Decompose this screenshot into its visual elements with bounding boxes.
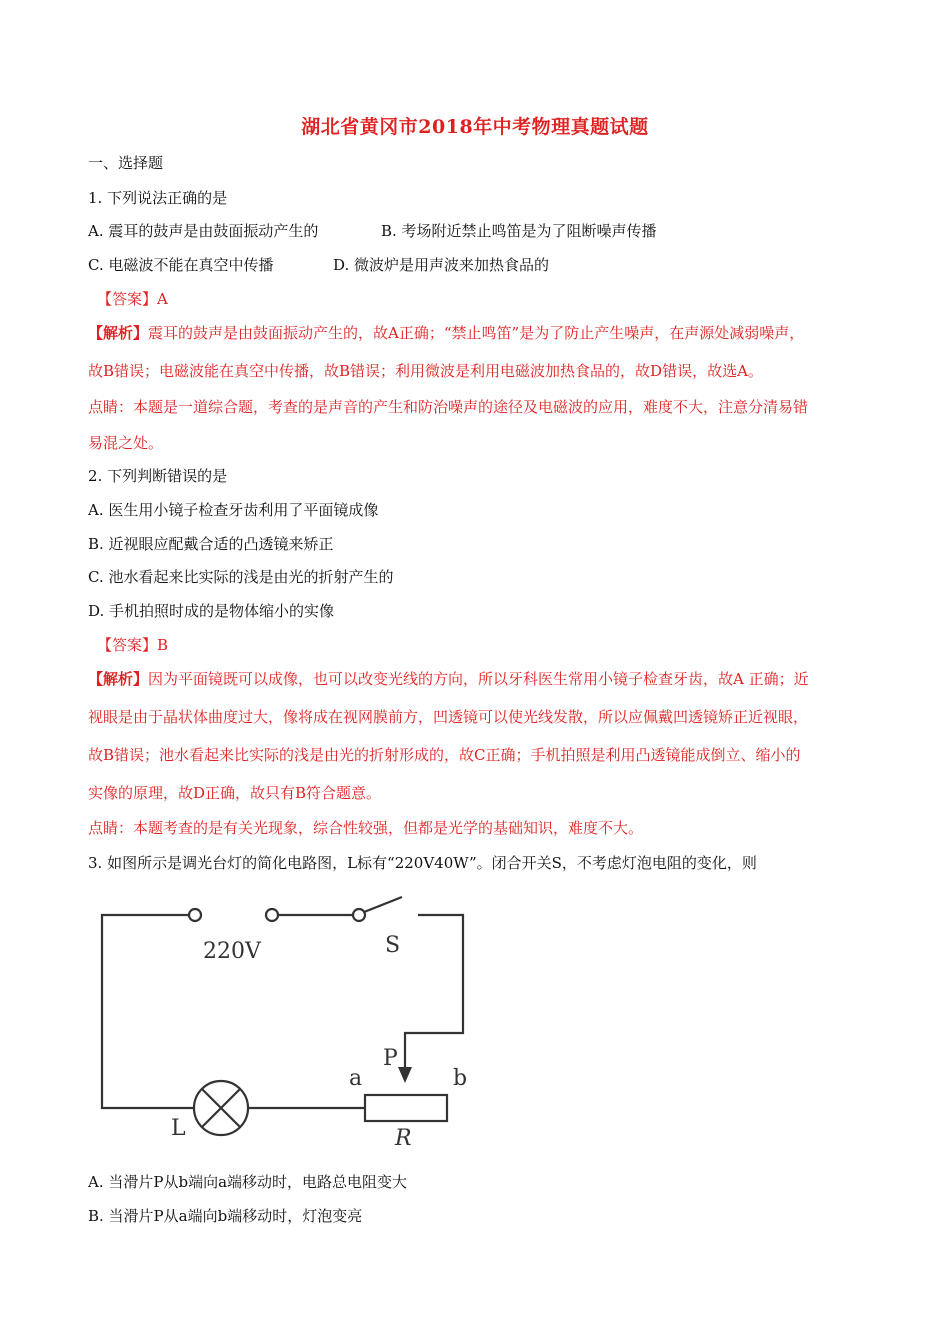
slider-arrow xyxy=(398,1067,412,1083)
q2-analysis-line-4: 实像的原理，故D正确，故只有B符合题意。 xyxy=(88,784,382,802)
circuit-diagram xyxy=(95,895,475,1155)
wire-right xyxy=(405,915,463,1073)
q1-analysis-line-1 xyxy=(88,323,804,343)
switch-pivot xyxy=(353,909,365,921)
q1-analysis-label: 【解析】 xyxy=(88,324,149,342)
q3-option-b: B. 当滑片P从a端向b端移动时，灯泡变亮 xyxy=(88,1207,363,1225)
wire-left xyxy=(102,915,195,1108)
q2-option-a: A. 医生用小镜子检查牙齿利用了平面镜成像 xyxy=(88,501,379,519)
q1-analysis-line-2: 故B错误；电磁波能在真空中传播，故B错误；利用微波是利用电磁波加热食品的，故D错误，故选A。 xyxy=(88,362,763,380)
q1-analysis-text-1: 震耳的鼓声是由鼓面振动产生的，故A正确；“禁止鸣笛”是为了防止产生噪声，在声源处减弱噪声， xyxy=(148,324,805,342)
q1-note-line-2: 易混之处。 xyxy=(88,434,164,452)
q1-note-line-1: 点睛：本题是一道综合题，考查的是声音的产生和防治噪声的途径及电磁波的应用，难度不大，注意分清易错 xyxy=(88,398,809,416)
q1-option-a: A. 震耳的鼓声是由鼓面振动产生的 xyxy=(88,222,319,240)
lamp-label: L xyxy=(171,1116,186,1141)
q2-option-b: B. 近视眼应配戴合适的凸透镜来矫正 xyxy=(88,535,334,553)
resistor-label: R xyxy=(395,1126,412,1151)
q2-analysis-text-1: 因为平面镜既可以成像，也可以改变光线的方向，所以牙科医生常用小镜子检查牙齿，故A 正确；近 xyxy=(148,670,809,688)
switch-blade xyxy=(364,897,402,912)
q1-answer: 【答案】A xyxy=(97,290,168,308)
q3-stem: 3. 如图所示是调光台灯的简化电路图，L标有“220V40W”。闭合开关S，不考虑灯泡电阻的变化，则 xyxy=(88,854,757,872)
q2-analysis-line-2: 视眼是由于晶状体曲度过大，像将成在视网膜前方，凹透镜可以使光线发散，所以应佩戴凹透镜矫正近视眼， xyxy=(88,708,809,726)
q1-option-b: B. 考场附近禁止鸣笛是为了阻断噪声传播 xyxy=(381,222,657,240)
q1-stem: 1. 下列说法正确的是 xyxy=(88,189,228,207)
q2-analysis-line-1 xyxy=(88,669,809,689)
q2-analysis-label: 【解析】 xyxy=(88,670,149,688)
q2-option-d: D. 手机拍照时成的是物体缩小的实像 xyxy=(88,602,335,620)
q2-option-c: C. 池水看起来比实际的浅是由光的折射产生的 xyxy=(88,568,394,586)
end-b-label: b xyxy=(453,1066,468,1091)
resistor-symbol xyxy=(365,1095,447,1121)
end-a-label: a xyxy=(349,1066,363,1091)
q2-stem: 2. 下列判断错误的是 xyxy=(88,467,228,485)
q1-option-d: D. 微波炉是用声波来加热食品的 xyxy=(333,256,550,274)
q1-option-c: C. 电磁波不能在真空中传播 xyxy=(88,256,274,274)
q3-option-a: A. 当滑片P从b端向a端移动时，电路总电阻变大 xyxy=(88,1173,408,1191)
voltage-label: 220V xyxy=(203,939,261,964)
page-title: 湖北省黄冈市2018年中考物理真题试题 xyxy=(301,116,649,138)
terminal-right xyxy=(266,909,278,921)
slider-label: P xyxy=(383,1046,398,1071)
q1-options-ab xyxy=(88,221,657,241)
switch-label: S xyxy=(385,933,401,958)
q2-answer: 【答案】B xyxy=(97,636,169,654)
q2-note-line-1: 点睛：本题考查的是有关光现象，综合性较强，但都是光学的基础知识，难度不大。 xyxy=(88,819,644,837)
q2-analysis-line-3: 故B错误；池水看起来比实际的浅是由光的折射形成的，故C正确；手机拍照是利用凸透镜能成倒立、缩小的 xyxy=(88,746,801,764)
terminal-left xyxy=(189,909,201,921)
q1-options-cd xyxy=(88,255,550,275)
section-heading: 一、选择题 xyxy=(88,154,164,172)
